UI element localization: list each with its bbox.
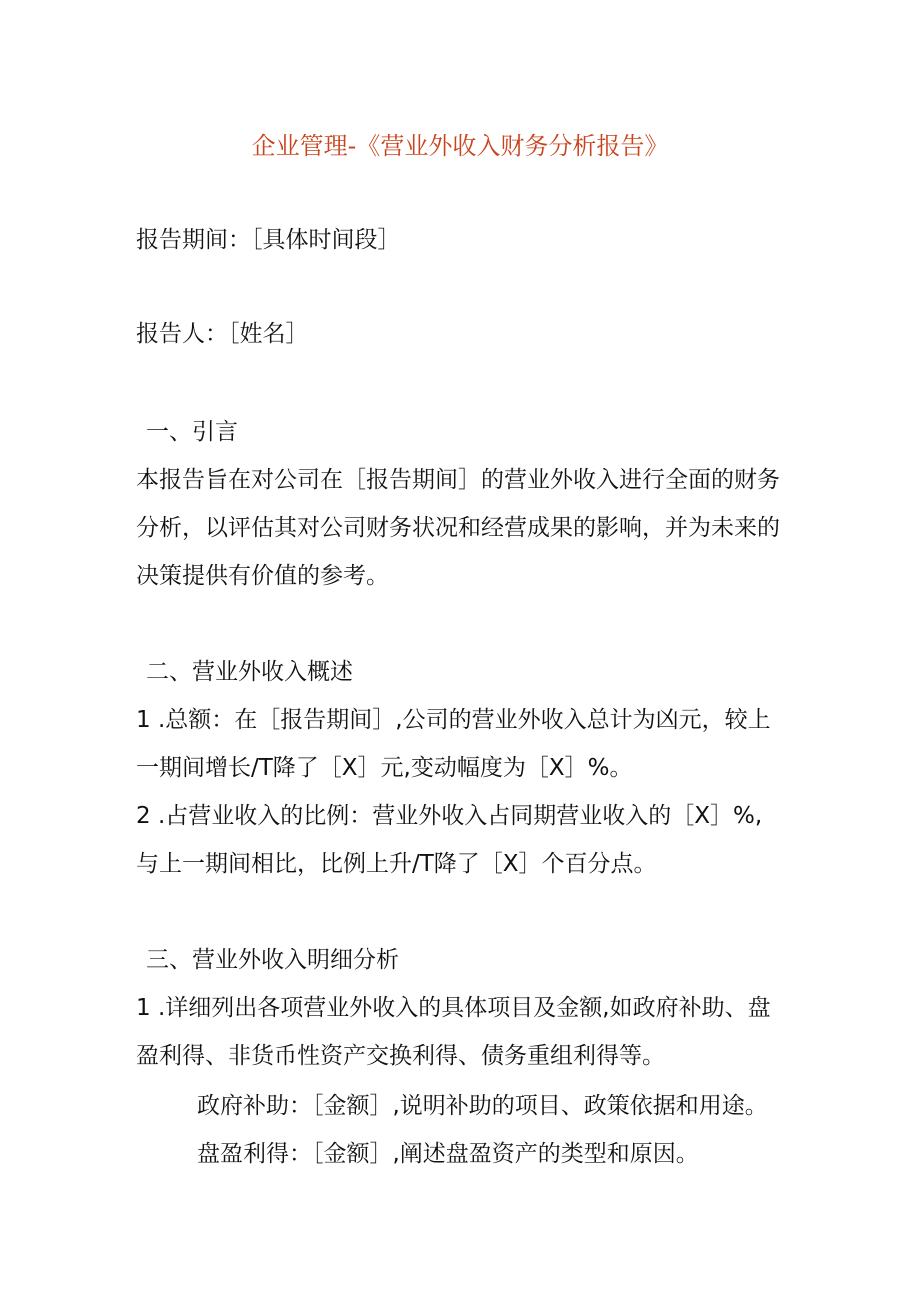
paragraph-line: 本报告旨在对公司在［报告期间］的营业外收入进行全面的财务 (136, 467, 780, 493)
report-period: 报告期间：［具体时间段］ (136, 227, 401, 253)
detail-item-inventory-gain: 盘盈利得：［金额］,阐述盘盈资产的类型和原因。 (197, 1141, 699, 1167)
paragraph-line: 与上一期间相比，比例上升/T降了［X］个百分点。 (136, 851, 657, 877)
section-heading-intro: 一、引言 (146, 419, 238, 445)
paragraph-line: 1 .总额：在［报告期间］,公司的营业外收入总计为凶元，较上 (136, 707, 771, 733)
paragraph-line: 决策提供有价值的参考。 (136, 563, 389, 589)
paragraph-line: 一期间增长/T降了［X］元,变动幅度为［X］%。 (136, 755, 633, 781)
paragraph-line: 1 .详细列出各项营业外收入的具体项目及金额,如政府补助、盘 (136, 995, 771, 1021)
detail-item-government-subsidy: 政府补助：［金额］,说明补助的项目、政策依据和用途。 (197, 1093, 768, 1119)
section-heading-overview: 二、营业外收入概述 (146, 659, 353, 685)
reporter: 报告人：［姓名］ (136, 321, 309, 347)
paragraph-line: 盈利得、非货币性资产交换利得、债务重组利得等。 (136, 1043, 665, 1069)
document-title: 企业管理-《营业外收入财务分析报告》 (251, 132, 669, 160)
section-heading-detail: 三、营业外收入明细分析 (146, 947, 399, 973)
paragraph-line: 2 .占营业收入的比例：营业外收入占同期营业收入的［X］%, (136, 803, 763, 829)
paragraph-line: 分析，以评估其对公司财务状况和经营成果的影响，并为未来的 (136, 515, 780, 541)
